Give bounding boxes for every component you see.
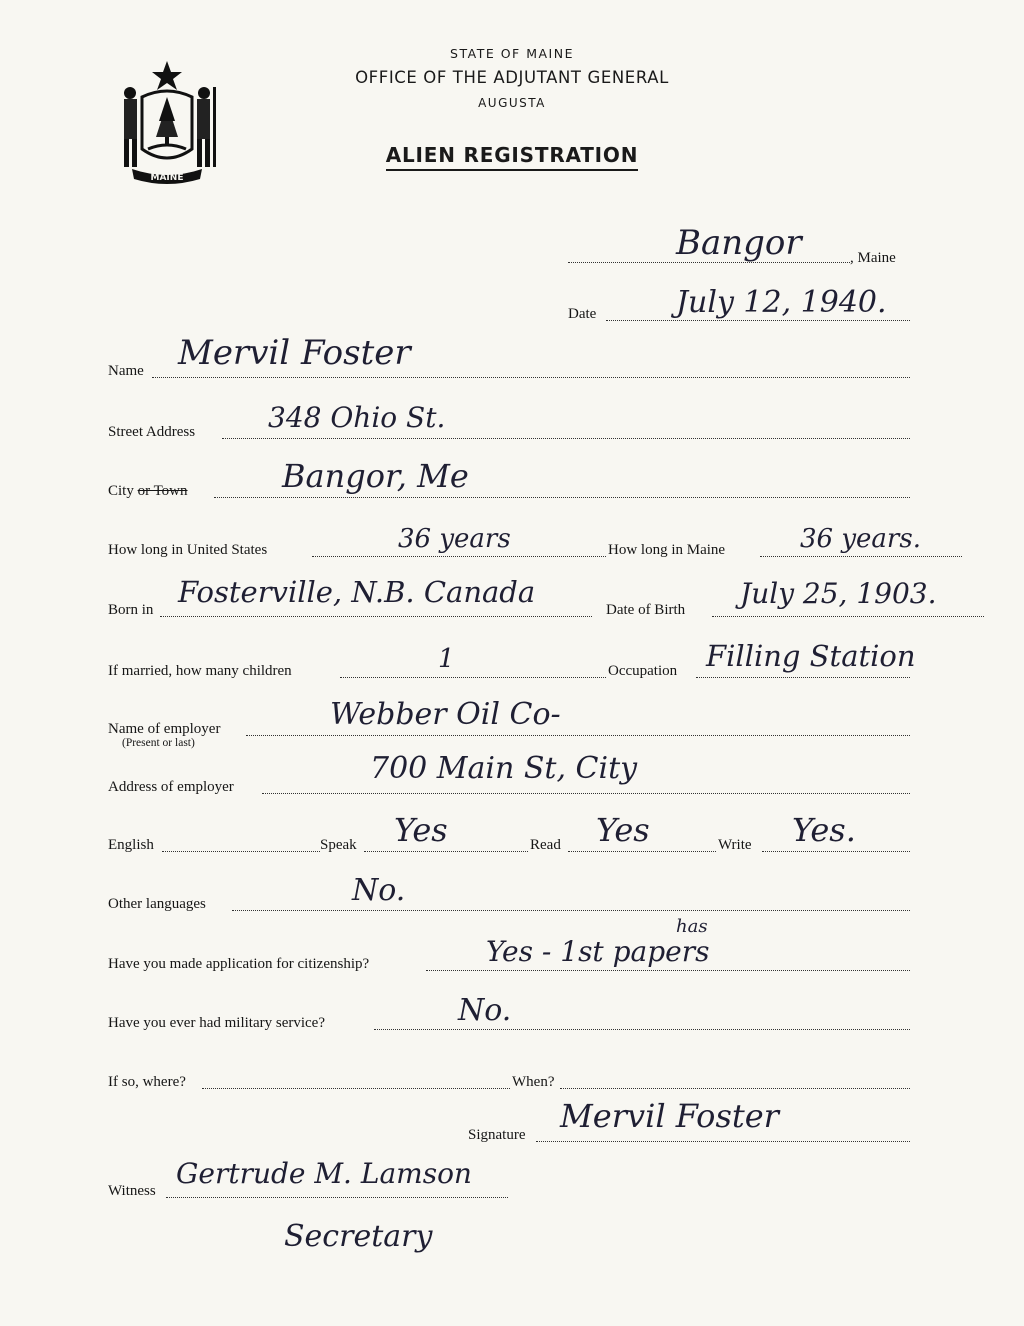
when-label: When? <box>512 1074 555 1090</box>
date-label: Date <box>568 306 597 322</box>
svg-text:MAINE: MAINE <box>150 173 184 183</box>
maine-time-line <box>760 556 962 557</box>
military-line <box>374 1029 910 1030</box>
other-languages-value: No. <box>352 873 406 908</box>
speak-label: Speak <box>320 837 357 853</box>
employer-address-value: 700 Main St, City <box>370 751 638 786</box>
witness-value: Gertrude M. Lamson <box>176 1157 472 1190</box>
born-label: Born in <box>108 602 154 618</box>
military-label: Have you ever had military service? <box>108 1015 325 1031</box>
signature-line <box>536 1141 910 1142</box>
city-label-text: City <box>108 483 138 499</box>
occupation-value: Filling Station <box>706 639 916 673</box>
office-heading: OFFICE OF THE ADJUTANT GENERAL <box>355 68 669 87</box>
citizenship-insert: has <box>676 916 708 937</box>
write-label: Write <box>718 837 752 853</box>
maine-time-value: 36 years. <box>800 524 921 554</box>
dob-value: July 25, 1903. <box>740 577 937 610</box>
where-label: If so, where? <box>108 1074 186 1090</box>
citizenship-label: Have you made application for citizenship? <box>108 956 370 972</box>
children-value: 1 <box>438 644 455 674</box>
name-value: Mervil Foster <box>178 333 411 373</box>
place-suffix: , Maine <box>850 250 896 266</box>
write-line <box>762 851 910 852</box>
form-title-text: ALIEN REGISTRATION <box>386 143 639 171</box>
us-time-value: 36 years <box>398 524 511 554</box>
english-label: English <box>108 837 154 853</box>
street-line <box>222 438 910 439</box>
street-label: Street Address <box>108 424 196 440</box>
street-value: 348 Ohio St. <box>268 401 446 434</box>
town-label-struck: or Town <box>137 483 188 499</box>
where-line <box>202 1088 510 1089</box>
maine-time-label: How long in Maine <box>608 542 726 558</box>
date-value: July 12, 1940. <box>676 285 887 320</box>
military-value: No. <box>458 993 512 1028</box>
employer-value: Webber Oil Co- <box>330 697 561 732</box>
signature-value: Mervil Foster <box>560 1097 779 1135</box>
read-label: Read <box>530 837 561 853</box>
occupation-line <box>696 677 910 678</box>
witness-line <box>166 1197 508 1198</box>
other-languages-line <box>232 910 910 911</box>
born-value: Fosterville, N.B. Canada <box>178 575 536 609</box>
children-label: If married, how many children <box>108 663 292 679</box>
read-value: Yes <box>596 811 650 849</box>
citizenship-value: Yes - 1st papers <box>486 935 710 968</box>
read-line <box>568 851 716 852</box>
employer-line <box>246 735 910 736</box>
date-line <box>606 320 910 321</box>
english-line <box>162 851 320 852</box>
employer-label: Name of employer <box>108 721 221 737</box>
state-heading: STATE OF MAINE <box>450 46 574 61</box>
born-line <box>160 616 592 617</box>
children-line <box>340 677 606 678</box>
name-label: Name <box>108 363 144 379</box>
employer-address-label: Address of employer <box>108 779 234 795</box>
city-heading: AUGUSTA <box>478 96 546 110</box>
form-title <box>0 143 1024 167</box>
name-line <box>152 377 910 378</box>
city-line <box>214 497 910 498</box>
place-value: Bangor <box>676 223 802 263</box>
other-languages-label: Other languages <box>108 896 206 912</box>
us-time-line <box>312 556 606 557</box>
employer-sublabel: (Present or last) <box>122 737 195 749</box>
citizenship-line <box>426 970 910 971</box>
when-line <box>560 1088 910 1089</box>
witness-title: Secretary <box>284 1219 433 1254</box>
dob-line <box>712 616 984 617</box>
speak-value: Yes <box>394 811 448 849</box>
city-label <box>108 482 188 500</box>
employer-address-line <box>262 793 910 794</box>
witness-label: Witness <box>108 1183 156 1199</box>
write-value: Yes. <box>792 811 856 849</box>
us-time-label: How long in United States <box>108 542 268 558</box>
dob-label: Date of Birth <box>606 602 686 618</box>
city-value: Bangor, Me <box>282 457 469 495</box>
signature-label: Signature <box>468 1127 526 1143</box>
speak-line <box>364 851 528 852</box>
occupation-label: Occupation <box>608 663 678 679</box>
